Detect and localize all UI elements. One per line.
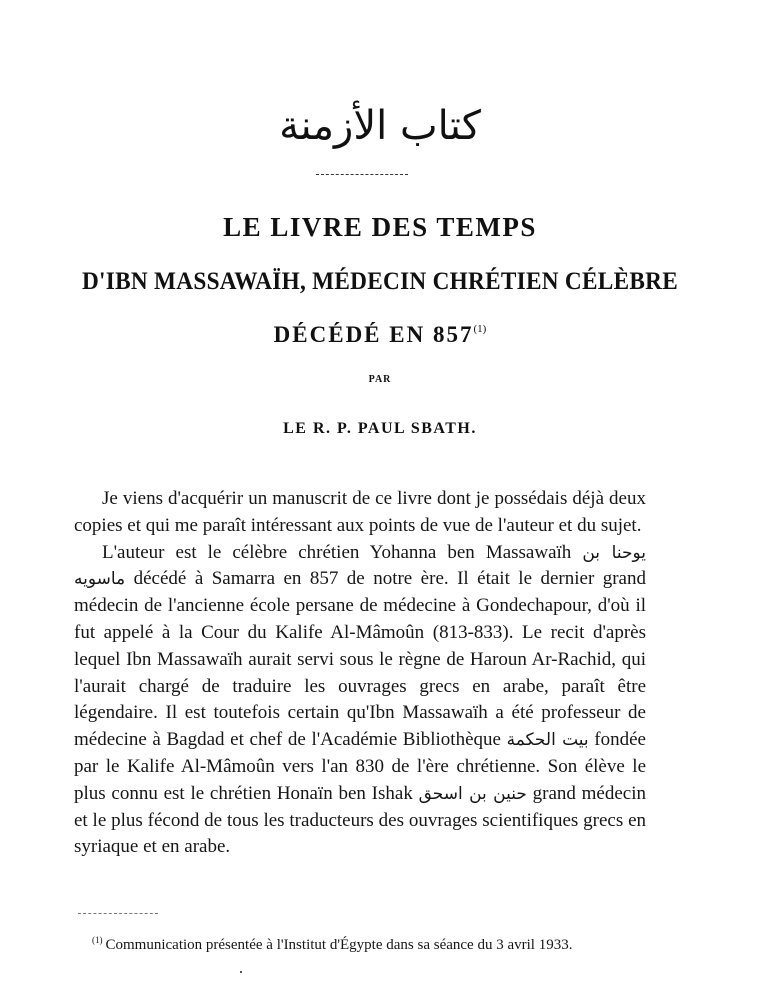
paragraph-2-part-d: grand médecin et le plus fécond de tous les traducteurs des ouvrages scientifiques grecs en syriaque et en arabe. [74, 782, 646, 858]
title-divider [316, 174, 408, 175]
paragraph-2-part-b: décédé à Samarra en 857 de notre ère. Il était le dernier grand médecin de l'ancienne école persane de médecine à Gondechapour, d'où il fut appelé à la Cour du Kalife Al-Mâmoûn (813-833). Le recit d'après lequel Ibn Massawaïh aurait servi sous le règne de Haroun Ar-Rachid, qui l'aurait chargé de traduire les ouvrages grecs en arabe, paraît être légendaire. Il est toutefois certain qu'Ibn Massawaïh a été professeur de médecine à Bagdad et chef de l'Académie Bibliothèque [74, 568, 646, 751]
footnote-marker: (1) [92, 935, 103, 945]
byline-par: PAR [368, 374, 392, 385]
arabic-bayt-al-hikma: بيت الحكمة [506, 730, 589, 751]
page-speck [240, 971, 242, 973]
arabic-name-yohanna: يوحنا بن ماسويه [74, 542, 646, 590]
subtitle: D'IBN MASSAWAÏH, MÉDECIN CHRÉTIEN CÉLÈBRE [81, 268, 679, 295]
subtitle-date [0, 322, 760, 348]
subtitle-date-text: DÉCÉDÉ EN 857 [273, 322, 474, 347]
main-title: LE LIVRE DES TEMPS [223, 212, 537, 242]
footnote [92, 930, 652, 955]
body-text [74, 486, 646, 861]
paragraph-1: Je viens d'acquérir un manuscrit de ce livre dont je possédais déjà deux copies et qui me paraît intéressant aux points de vue de l'auteur et du sujet. [74, 488, 646, 536]
paragraph-2 [74, 540, 646, 862]
arabic-name-honain: حنين بن اسحق [418, 783, 527, 804]
footnote-reference: (1) [473, 323, 487, 335]
paragraph-2-part-c: fondée par le Kalife Al-Mâmoûn vers l'an 830 de l'ère chrétienne. Son élève le plus connu est le chrétien Honaïn ben Ishak [74, 729, 646, 804]
paragraph-2-part-a: L'auteur est le célèbre chrétien Yohanna ben Massawaïh [102, 541, 583, 563]
footnote-text: Communication présentée à l'Institut d'Égypte dans sa séance du 3 avril 1933. [105, 937, 573, 953]
footnote-divider [78, 913, 158, 914]
author-name: LE R. P. PAUL SBATH. [283, 420, 477, 437]
arabic-title: كتاب الأزمنة [279, 103, 481, 149]
